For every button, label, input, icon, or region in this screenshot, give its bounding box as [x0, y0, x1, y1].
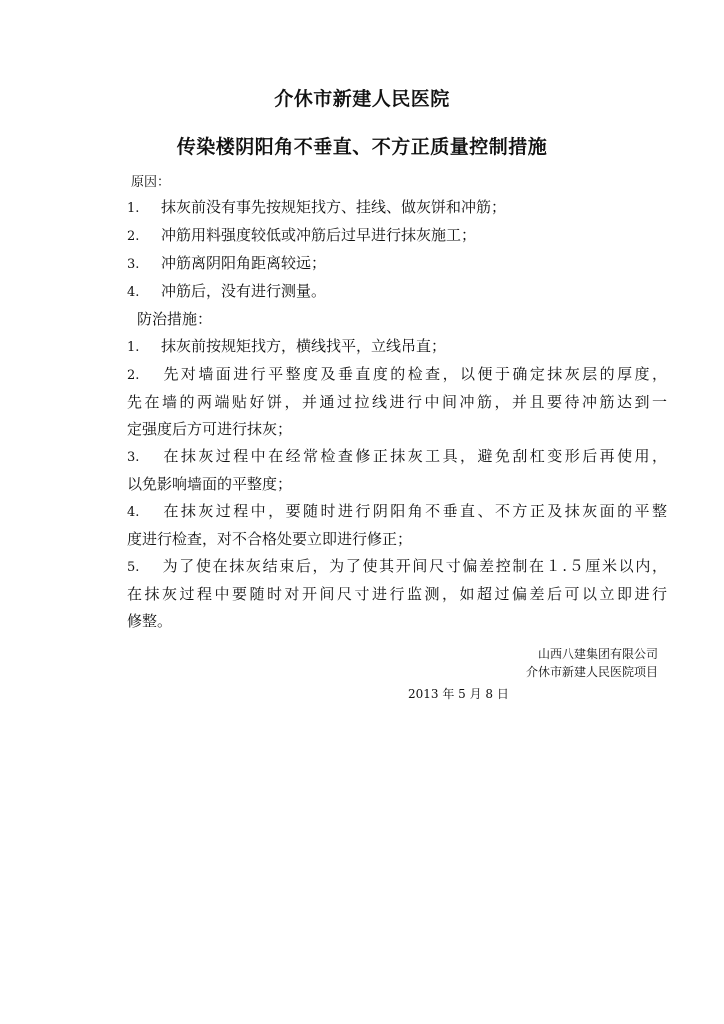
cause-text: 冲筋离阴阳角距离较远； — [161, 254, 327, 272]
measure-number: 1. — [127, 340, 140, 355]
measure-line: 在抹灰过程中要随时对开间尺寸进行监测，如超过偏差后可以立即进行 — [127, 585, 667, 603]
causes-label: 原因： — [131, 175, 171, 190]
measure-text: 在抹灰过程中在经常检查修正抹灰工具，避免刮杠变形后再使用， — [161, 447, 667, 465]
document-title: 介休市新建人民医院 — [274, 88, 450, 110]
cause-item-3 — [127, 250, 667, 278]
measure-text: 先对墙面进行平整度及垂直度的检查，以便于确定抹灰层的厚度， — [161, 365, 667, 383]
signature-company: 山西八建集团有限公司 — [537, 647, 658, 661]
cause-text: 冲筋后，没有进行测量。 — [161, 282, 327, 300]
measure-line — [127, 443, 667, 471]
document-body — [127, 172, 667, 635]
measure-line: 定强度后方可进行抹灰； — [127, 420, 293, 438]
measure-line: 先在墙的两端贴好饼，并通过拉线进行中间冲筋，并且要待冲筋达到一 — [127, 393, 667, 411]
measure-item-2 — [127, 361, 667, 443]
measure-number: 3. — [127, 450, 140, 465]
measure-line — [127, 361, 667, 389]
measure-line — [127, 498, 667, 526]
measure-item-5 — [127, 553, 667, 635]
document-subtitle: 传染楼阴阳角不垂直、不方正质量控制措施 — [176, 136, 548, 158]
measure-item-3 — [127, 443, 667, 498]
measure-text: 为了使在抹灰结束后，为了使其开间尺寸偏差控制在１.５厘米以内， — [161, 557, 667, 575]
cause-text: 抹灰前没有事先按规矩找方、挂线、做灰饼和冲筋； — [161, 198, 507, 216]
measure-line: 以免影响墙面的平整度； — [127, 475, 293, 493]
measure-number: 5. — [127, 560, 140, 575]
measure-number: 2. — [127, 368, 140, 383]
signature-date: 2013 年 5 月 8 日 — [408, 687, 509, 701]
cause-number: 3. — [127, 257, 140, 272]
cause-number: 4. — [127, 285, 140, 300]
measure-item-1 — [127, 333, 667, 361]
measure-line — [127, 553, 667, 581]
cause-text: 冲筋用料强度较低或冲筋后过早进行抹灰施工； — [161, 226, 477, 244]
measure-line: 修整。 — [127, 612, 173, 630]
measure-number: 4. — [127, 505, 140, 520]
measure-text: 抹灰前按规矩找方，横线找平，立线吊直； — [161, 337, 447, 355]
cause-item-1 — [127, 194, 667, 222]
cause-item-4 — [127, 278, 667, 306]
cause-number: 1. — [127, 201, 140, 216]
signature-project: 介休市新建人民医院项目 — [525, 665, 658, 679]
cause-number: 2. — [127, 229, 140, 244]
cause-item-2 — [127, 222, 667, 250]
measures-label: 防治措施： — [137, 310, 213, 328]
measure-line: 度进行检查，对不合格处要立即进行修正； — [127, 530, 413, 548]
measure-text: 在抹灰过程中，要随时进行阴阳角不垂直、不方正及抹灰面的平整 — [161, 502, 667, 520]
measure-item-4 — [127, 498, 667, 553]
